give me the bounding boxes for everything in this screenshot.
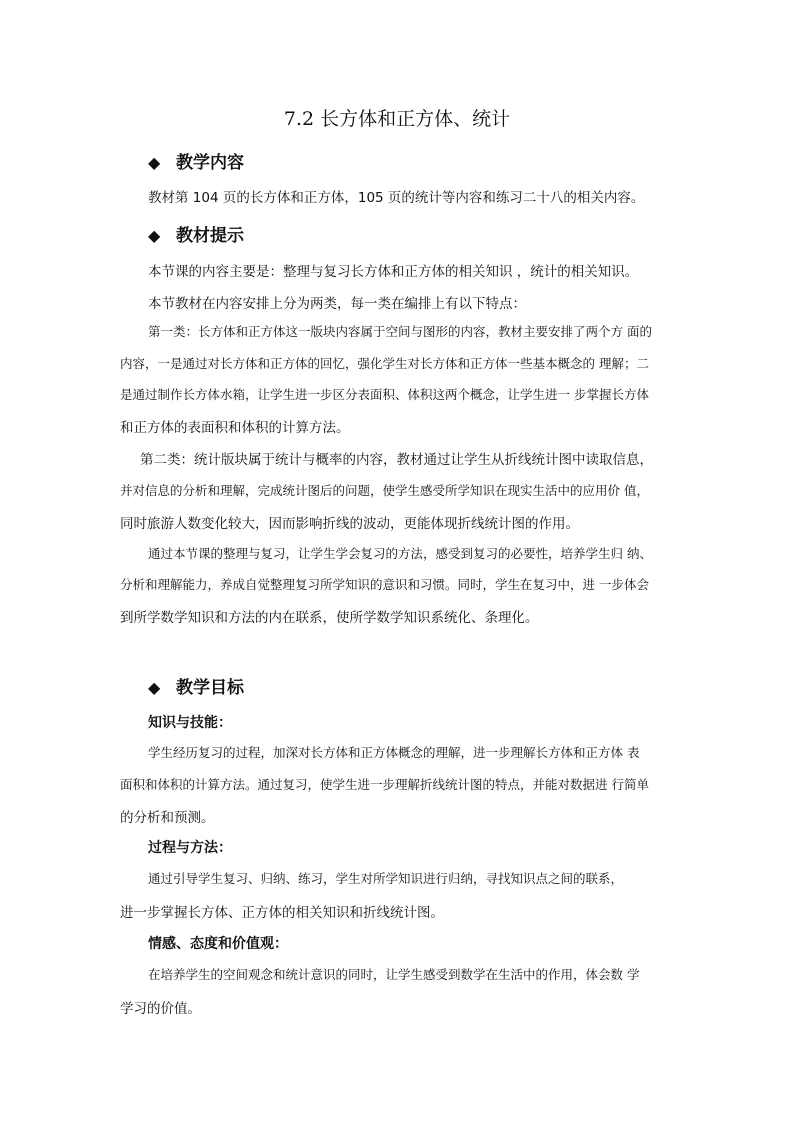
- knowledge-label: 知识与技能：: [148, 715, 232, 731]
- summary-line: 到所学数学知识和方法的内在联系，使所学数学知识系统化、条理化。: [120, 610, 539, 626]
- summary-line: 分析和理解能力，养成自觉整理复习所学知识的意识和习惯。同时，学生在复习中，进 一步体会: [120, 577, 649, 592]
- section-heading-hints: [148, 221, 244, 246]
- category2-line: 并对信息的分析和理解，完成统计图后的问题，使学生感受所学知识在现实生活中的应用价 值，: [120, 483, 649, 498]
- hints-line-1: 本节课的内容主要是：整理与复习长方体和正方体的相关知识 ，统计的相关知识。: [148, 264, 639, 280]
- hints-line-2: 本节教材在内容安排上分为两类，每一类在编排上有以下特点：: [148, 296, 526, 312]
- emotion-line: 在培养学生的空间观念和统计意识的同时，让学生感受到数学在生活中的作用，体会数 学: [148, 967, 640, 982]
- knowledge-line: 学生经历复习的过程，加深对长方体和正方体概念的理解，进一步理解长方体和正方体 表: [148, 745, 640, 760]
- emotion-line: 学习的价值。: [120, 1001, 201, 1017]
- section-heading-goals: [148, 673, 244, 698]
- category2-line: 同时旅游人数变化较大，因而影响折线的波动，更能体现折线统计图的作用。: [120, 516, 579, 532]
- diamond-bullet-icon: ◆: [148, 153, 161, 172]
- knowledge-line: 面积和体积的计算方法。通过复习，使学生进一步理解折线统计图的特点，并能对数据进 行简单: [120, 777, 649, 792]
- content-text: 教材第 104 页的长方体和正方体，105 页的统计等内容和练习二十八的相关内容。: [148, 190, 645, 206]
- category1-line: 和正方体的表面积和体积的计算方法。: [120, 420, 350, 436]
- section-heading-label: 教学内容: [176, 153, 244, 173]
- section-heading-content: [148, 148, 244, 173]
- process-line: 通过引导学生复习、归纳、练习，学生对所学知识进行归纳，寻找知识点之间的联系，: [148, 871, 624, 886]
- page-title: 7.2 长方体和正方体、统计: [283, 108, 511, 130]
- section-heading-label: 教学目标: [176, 678, 244, 698]
- process-label: 过程与方法：: [148, 840, 232, 856]
- emotion-label: 情感、态度和价值观：: [148, 936, 288, 952]
- knowledge-line: 的分析和预测。: [120, 810, 215, 826]
- category1-line: 第一类：长方体和正方体这一版块内容属于空间与图形的内容，教材主要安排了两个方 面的: [148, 324, 652, 339]
- category1-line: 内容，一是通过对长方体和正方体的回忆，强化学生对长方体和正方体一些基本概念的 理解；二: [120, 356, 649, 371]
- section-heading-label: 教材提示: [176, 226, 244, 246]
- summary-line: 通过本节课的整理与复习，让学生学会复习的方法，感受到复习的必要性，培养学生归 纳、: [148, 546, 652, 561]
- process-line: 进一步掌握长方体、正方体的相关知识和折线统计图。: [120, 905, 444, 921]
- diamond-bullet-icon: ◆: [148, 226, 161, 245]
- diamond-bullet-icon: ◆: [148, 678, 161, 697]
- category2-line: 第二类：统计版块属于统计与概率的内容，教材通过让学生从折线统计图中读取信息，: [140, 452, 653, 468]
- category1-line: 是通过制作长方体水箱，让学生进一步区分表面积、体积这两个概念，让学生进一 步掌握长方体: [120, 387, 649, 402]
